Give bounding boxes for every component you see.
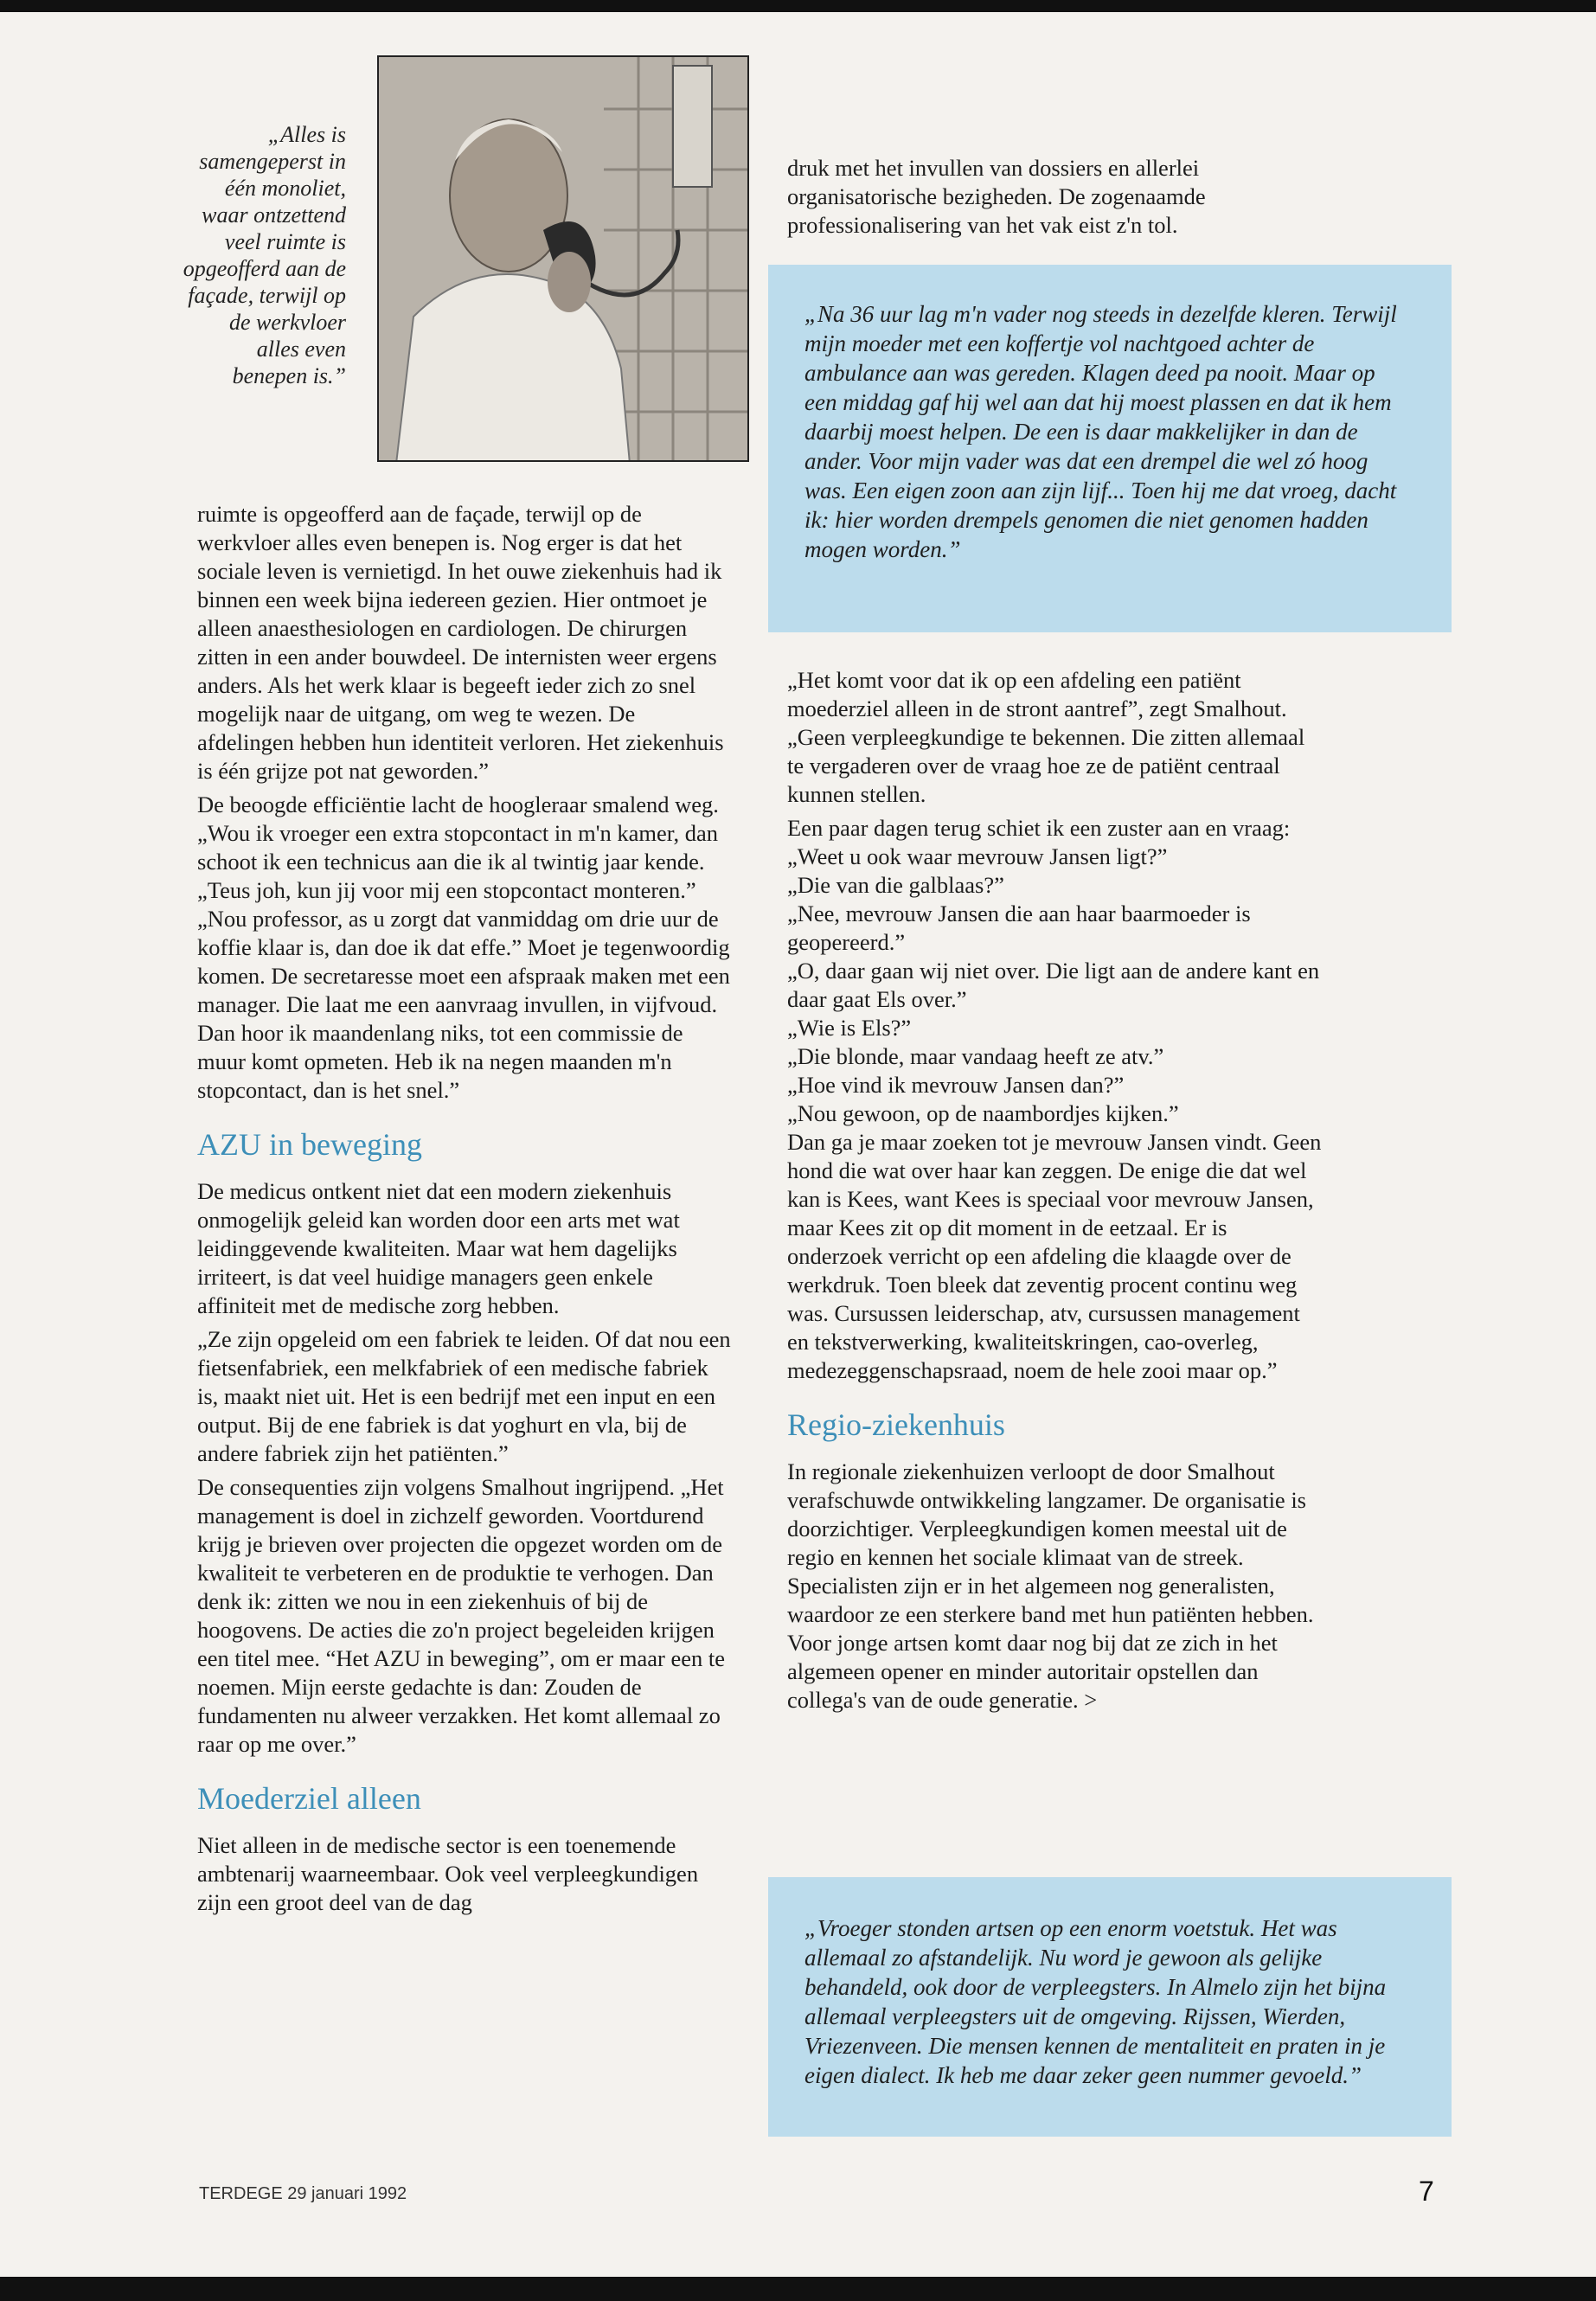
- section-heading-moederziel: Moederziel alleen: [197, 1781, 421, 1816]
- left-column: [197, 500, 734, 1922]
- paragraph: „Nou gewoon, op de naambordjes kijken.”: [787, 1100, 1179, 1126]
- paragraph: „Nee, mevrouw Jansen die aan haar baarmoeder is geopereerd.”: [787, 901, 1251, 955]
- paragraph: „Wie is Els?”: [787, 1015, 912, 1041]
- paragraph: De medicus ontkent niet dat een modern ziekenhuis onmogelijk geleid kan worden door een arts met wat leidinggevende kwaliteiten. Maar wat hem dagelijks irriteert, is dat veel huidige managers geen enkele affiniteit met de medische zorg hebben.: [197, 1178, 680, 1318]
- section-heading-regio: Regio-ziekenhuis: [787, 1407, 1005, 1442]
- page-number: 7: [1419, 2176, 1434, 2207]
- paragraph: Een paar dagen terug schiet ik een zuster aan en vraag: „Weet u ook waar mevrouw Jansen ligt?”: [787, 815, 1291, 869]
- box-quote-text: „Na 36 uur lag m'n vader nog steeds in dezelfde kleren. Terwijl mijn moeder met een koffertje vol nachtgoed achter de ambulance aan was gereden. Klagen deed pa nooit. Maar op een middag gaf hij wel aan dat hij moest plassen en dat ik hem daarbij moest helpen. De een is daar makkelijker in dan de ander. Voor mijn vader was dat een drempel die wel zó hoog was. Een eigen zoon aan zijn lijf... Toen hij me dat vroeg, dacht ik: hier worden drempels genomen die niet genomen hadden mogen worden.”: [804, 301, 1397, 562]
- paragraph: In regionale ziekenhuizen verloopt de door Smalhout verafschuwde ontwikkeling langzamer. De organisatie is doorzichtiger. Verpleegkundigen komen meestal uit de regio en kennen het sociale klimaat van de streek. Specialisten zijn er in het algemeen nog generalisten, waardoor ze een sterkere band met hun patiënten hebben. Voor jonge artsen komt daar nog bij dat ze zich in het algemeen opener en minder autoritair opstellen dan collega's van de oude generatie. >: [787, 1458, 1314, 1713]
- quote-box-almelo: [768, 1877, 1452, 2137]
- photo-pull-quote: „Alles is samengeperst in één monoliet, waar ontzettend veel ruimte is opgeofferd aan de façade, terwijl op de werkvloer alles even benepen is.”: [183, 122, 346, 388]
- paragraph: „Die van die galblaas?”: [787, 872, 1004, 898]
- paragraph: Niet alleen in de medische sector is een toenemende ambtenarij waarneembaar. Ook veel verpleegkundigen zijn een groot deel van de dag: [197, 1832, 699, 1915]
- box-quote-text: „Vroeger stonden artsen op een enorm voetstuk. Het was allemaal zo afstandelijk. Nu word je gewoon als gelijke behandeld, ook door de verpleegsters. In Almelo zijn het bijna allemaal verpleegsters uit de omgeving. Rijssen, Wierden, Vriezenveen. Die mensen kennen de mentaliteit en praten in je eigen dialect. Ik heb me daar zeker geen nummer gevoeld.”: [804, 1915, 1387, 2088]
- paragraph: „Die blonde, maar vandaag heeft ze atv.”: [787, 1043, 1164, 1069]
- paragraph: „Het komt voor dat ik op een afdeling een patiënt moederziel alleen in de stront aantref”, zegt Smalhout. „Geen verpleegkundige te bekennen. Die zitten allemaal te vergaderen over de vraag hoe ze de patiënt centraal kunnen stellen.: [787, 667, 1305, 807]
- paragraph: „Ze zijn opgeleid om een fabriek te leiden. Of dat nou een fietsenfabriek, een melkfabriek of een medische fabriek is, maakt niet uit. Het is een bedrijf met een input en een output. Bij de ene fabriek is dat yoghurt en vla, bij de andere fabriek zijn het patiënten.”: [197, 1326, 731, 1466]
- paragraph: De beoogde efficiëntie lacht de hoogleraar smalend weg. „Wou ik vroeger een extra stopcontact in m'n kamer, dan schoot ik een technicus aan die ik al twintig jaar kende. „Teus joh, kun jij voor mij een stopcontact monteren.” „Nou professor, as u zorgt dat vanmiddag om drie uur de koffie klaar is, dan doe ik dat effe.” Moet je tegenwoordig komen. De secretaresse moet een afspraak maken met een manager. Die laat me een aanvraag invullen, in vijfvoud. Dan hoor ik maandenlang niks, tot een commissie de muur komt opmeten. Heb ik na negen maanden m'n stopcontact, dan is het snel.”: [197, 792, 730, 1103]
- quote-box-father: [768, 265, 1452, 632]
- right-column: [787, 666, 1324, 1720]
- right-column-intro: [787, 154, 1324, 245]
- paragraph: druk met het invullen van dossiers en allerlei organisatorische bezigheden. De zogenaamde professionalisering van het vak eist z'n tol.: [787, 155, 1206, 238]
- paragraph: De consequenties zijn volgens Smalhout ingrijpend. „Het management is doel in zichzelf geworden. Voortdurend krijg je brieven over projecten die opgezet worden om de kwaliteit te verbeteren en de produktie te verhogen. Dan denk ik: zitten we nou in een ziekenhuis of bij de hoogovens. De acties die zo'n project begeleiden krijgen een titel mee. “Het AZU in beweging”, om er maar een te noemen. Mijn eerste gedachte is dan: Zouden de fundamenten nu alweer verzakken. Het komt allemaal zo raar op me over.”: [197, 1474, 725, 1757]
- top-rule: [0, 0, 1596, 12]
- portrait-photo: [377, 55, 749, 462]
- bottom-rule: [0, 2277, 1596, 2301]
- paragraph: ruimte is opgeofferd aan de façade, terwijl op de werkvloer alles even benepen is. Nog erger is dat het sociale leven is vernietigd. In het ouwe ziekenhuis had ik binnen een week bijna iedereen gezien. Hier ontmoet je alleen anaesthesiologen en cardiologen. De chirurgen zitten in een ander bouwdeel. De internisten weer ergens anders. Als het werk klaar is begeeft ieder zich zo snel mogelijk naar de uitgang, om weg te wezen. De afdelingen hebben hun identiteit verloren. Het ziekenhuis is één grijze pot nat geworden.”: [197, 501, 724, 784]
- paragraph: „Hoe vind ik mevrouw Jansen dan?”: [787, 1072, 1125, 1098]
- paragraph: Dan ga je maar zoeken tot je mevrouw Jansen vindt. Geen hond die wat over haar kan zeggen. De enige die dat wel kan is Kees, want Kees is speciaal voor mevrouw Jansen, maar Kees zit op dit moment in de eetzaal. Er is onderzoek verricht op een afdeling die klaagde over de werkdruk. Toen bleek dat zeventig procent continu weg was. Cursussen leiderschap, atv, cursussen management en tekstverwerking, kwaliteitskringen, cao-overleg, medezeggenschapsraad, noem de hele zooi maar op.”: [787, 1129, 1322, 1383]
- section-heading-azu: AZU in beweging: [197, 1127, 422, 1162]
- man-on-telephone-photo-icon: [379, 57, 749, 462]
- footer-publication: TERDEGE 29 januari 1992: [199, 2184, 407, 2203]
- paragraph: „O, daar gaan wij niet over. Die ligt aan de andere kant en daar gaat Els over.”: [787, 958, 1320, 1012]
